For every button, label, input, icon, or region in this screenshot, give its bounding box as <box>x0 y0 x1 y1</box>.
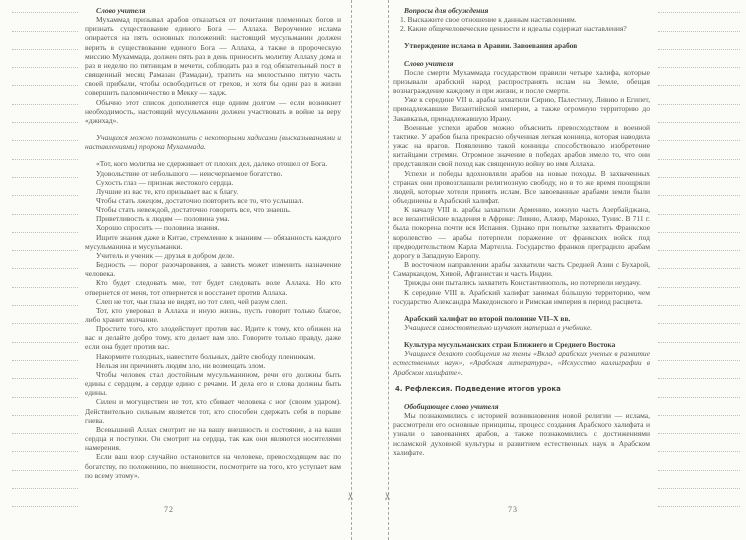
paragraph: Тот, кто уверовал в Аллаха и иную жизнь, пусть говорит только благое, либо хранит молчание. <box>85 305 341 324</box>
section-heading: 4. Рефлексия. Подведение итогов урока <box>395 384 561 393</box>
ruled-line <box>12 105 78 123</box>
paragraph: Чтобы стать невеждой, достаточно говорить все, что знаешь. <box>96 205 291 215</box>
paragraph: Мы познакомились с историей возникновения новой религии — ислама, рассмотрели его основные принципы, процесс создания Арабского халифата и узнали о завоеваниях арабов, а также познакомились с достижениями исламской духовной культуры и развитием естественных наук в Арабском халифате. <box>393 411 650 457</box>
notes-column-right <box>658 0 740 507</box>
paragraph: Уже к середине VII в. арабы захватили Сирию, Палестину, Ливию и Египет, принадлежавшие Византийской империи, а также огромную территорию до Закавказья, принадлежавшую Ирану. <box>393 95 650 123</box>
cut-line-left <box>351 0 352 540</box>
paragraph: Обычно этот список дополняется еще одним долгом — если возникнет необходимость, настоящий мусульманин должен участвовать в войне за веру «джихад». <box>85 97 341 125</box>
ruled-line <box>658 13 740 31</box>
ruled-line <box>12 452 78 470</box>
ruled-line <box>658 160 740 178</box>
list-item: 1. Выскажите свое отношение к данным наставлениям. <box>400 15 577 25</box>
ruled-line <box>12 251 78 269</box>
ruled-line <box>12 86 78 104</box>
page-number: 72 <box>164 505 174 514</box>
section-heading: Арабский халифат во второй половине VII–X вв. <box>404 313 571 323</box>
section-heading: Слово учителя <box>404 58 454 68</box>
paragraph: Военные успехи арабов можно объяснить превосходством в военной тактике. У арабов была прекрасно обученная легкая конница, которая наводила ужас на врагов. Появлению такой конницы способствовало изобретение китайцами стремян. Огромное значение в победах арабов имело то, что они представляли свой поход как священную войну во имя Аллаха. <box>393 122 650 169</box>
ruled-line <box>12 398 78 416</box>
ruled-line <box>658 141 740 159</box>
ruled-line <box>658 269 740 287</box>
ruled-line <box>12 471 78 489</box>
paragraph: Чтобы стать лжецом, достаточно повторить все то, что услышал. <box>96 195 304 205</box>
ruled-line <box>658 251 740 269</box>
ruled-line <box>12 13 78 31</box>
ruled-line <box>658 471 740 489</box>
ruled-line <box>658 343 740 361</box>
ruled-line <box>12 160 78 178</box>
book-page-left <box>85 6 341 536</box>
ruled-line <box>12 343 78 361</box>
scissors-icon: ✂ <box>345 491 358 501</box>
ruled-line <box>658 0 740 13</box>
cut-line-right <box>388 0 389 540</box>
page-number: 73 <box>508 505 518 514</box>
paragraph: Учитель и ученик — друзья в добром деле. <box>96 250 235 260</box>
ruled-line <box>658 489 740 507</box>
paragraph: Бедность — порог разочарования, а зависть может изменить назначение человека. <box>85 260 341 279</box>
ruled-line <box>658 306 740 324</box>
paragraph: Удовольствие от небольшого — неисчерпаемое богатство. <box>96 168 283 178</box>
ruled-line <box>12 288 78 306</box>
paragraph: Чтобы человек стал достойным мусульманином, речи его должны быть едины с сердцем, а сердце едино с речами. И дела его и слова должны быть едины. <box>85 369 341 398</box>
paragraph: Кто будет следовать мне, тот будет следовать воле Аллаха. Но кто отвернется от меня, тот отвернется и восстанет против Аллаха. <box>85 278 341 297</box>
ruled-line <box>658 398 740 416</box>
instruction-paragraph: Учащиеся самостоятельно изучают материал в учебнике. <box>404 323 593 332</box>
ruled-line <box>12 324 78 342</box>
ruled-line <box>12 68 78 86</box>
ruled-line <box>658 434 740 452</box>
ruled-line <box>12 0 78 13</box>
paragraph: Лучшие из вас те, кто призывает вас к благу. <box>96 186 239 196</box>
ruled-line <box>658 86 740 104</box>
ruled-line <box>12 361 78 379</box>
ruled-line <box>12 233 78 251</box>
ruled-line <box>12 196 78 214</box>
ruled-line <box>658 379 740 397</box>
ruled-line <box>12 32 78 50</box>
instruction-paragraph: Учащиеся делают сообщения на темы «Вклад арабских ученых в развитие естественных наук», «Арабская литература», «Искусство каллиграфии в Арабском халифате». <box>393 349 650 377</box>
paragraph: Приветливость к людям — половина ума. <box>96 214 230 224</box>
ruled-line <box>12 306 78 324</box>
paragraph: Всевышний Аллах смотрит не на вашу внешность и состояние, а на ваши сердца и поступки. Он смотрит на сердца, так как они являются носителями намерения. <box>85 424 341 453</box>
paragraph: Накормите голодных, навестите больных, дайте свободу пленникам. <box>96 351 316 361</box>
ruled-line <box>12 141 78 159</box>
paragraph: Мухаммад призывал арабов отказаться от почитания племенных богов и признать существование единого Бога — Аллаха. Вероучение ислама опирается на пять основных положений: настоящий мусульманин должен верить в существование единого Бога — Аллаха, а также в пророческую миссию Мухаммада, должен пять раз в день приносить молитву Аллаху дома и раз в неделю по пятницам в мечети, соблюдать раз в год обязательный пост в священный месяц Рамазан (Рамадан), тратить на милостыню пятую часть своей прибыли, чтобы освободиться от грехов, и хотя бы один раз в жизни совершить паломничество в Мекку — хадж. <box>85 15 341 98</box>
paragraph: Силен и могуществен не тот, кто сбивает человека с ног (своим ударом). Действительно сильным является тот, кто способен сдержать себя в порыве гнева. <box>85 397 341 425</box>
paragraph: Трижды они пытались захватить Константинополь, но потерпели неудачу. <box>404 278 641 288</box>
section-heading: Культура мусульманских стран Ближнего и Среднего Востока <box>404 340 616 350</box>
ruled-line <box>658 178 740 196</box>
ruled-line <box>12 215 78 233</box>
ruled-line <box>658 32 740 50</box>
ruled-line <box>658 105 740 123</box>
ruled-line <box>12 50 78 68</box>
paragraph: После смерти Мухаммада государством правили четыре халифа, которые призывали арабский народ распространять ислам на Земле, обещая вознаграждение каждому и при жизни, и после смерти. <box>393 67 650 96</box>
book-page-right <box>393 6 650 536</box>
ruled-line <box>658 215 740 233</box>
paragraph: Ищите знания даже в Китае, стремление к знаниям — обязанность каждого мусульманина и мусульманки. <box>85 232 341 251</box>
ruled-line <box>12 416 78 434</box>
ruled-line <box>12 489 78 507</box>
section-heading: Утверждение ислама в Аравии. Завоевания арабов <box>404 41 578 51</box>
ruled-line <box>658 361 740 379</box>
paragraph: Слеп не тот, чьи глаза не видят, но тот слеп, чей разум слеп. <box>96 296 288 306</box>
ruled-line <box>658 416 740 434</box>
ruled-line <box>658 196 740 214</box>
ruled-line <box>658 123 740 141</box>
paragraph: Простите того, кто злодействует против вас. Идите к тому, кто обижен на вас и делайте добро тому, кто делает вам зло. Говорите только правду, даже если она будет против вас. <box>85 324 341 352</box>
section-heading: Обобщающее слово учителя <box>404 401 499 411</box>
ruled-line <box>12 178 78 196</box>
paragraph: «Тот, кого молитва не сдерживает от плохих дел, далеко отошел от Бога. <box>96 159 328 169</box>
ruled-line <box>12 379 78 397</box>
ruled-line <box>12 269 78 287</box>
section-heading: Вопросы для обсуждения <box>404 6 489 15</box>
ruled-line <box>12 123 78 141</box>
paragraph: Нельзя ни причинять людям зло, ни возмещать злом. <box>96 360 266 370</box>
section-heading: Слово учителя <box>96 6 146 15</box>
paragraph: К середине VIII в. Арабский халифат занимал бо́льшую территорию, чем государство Александра Македонского и Римская империя в период расцвета. <box>393 287 650 306</box>
ruled-line <box>658 233 740 251</box>
ruled-line <box>12 434 78 452</box>
ruled-line <box>658 324 740 342</box>
paragraph: Успехи и победы вдохновляли арабов на новые походы. В захваченных странах они провозглашали религиозную свободу, но в то же время поощряли людей, которые хотели принять ислам. Все завоеванные арабами земли были объединены в Арабский халифат. <box>393 168 650 205</box>
paragraph: Сухость глаз — признак жестокого сердца. <box>96 177 234 187</box>
ruled-line <box>658 452 740 470</box>
instruction-paragraph: Учащихся можно познакомить с некоторыми хадисами (высказываниями и наставлениями) пророка Мухаммада. <box>85 133 341 152</box>
ruled-line <box>658 50 740 68</box>
scissors-icon: ✂ <box>382 491 395 501</box>
ruled-line <box>658 68 740 86</box>
list-item: 2. Какие общечеловеческие ценности и идеалы содержат наставления? <box>400 24 627 34</box>
paragraph: Если ваш взор случайно остановится на человеке, превосходящем вас по богатству, по положению, по внешности, посмотрите на того, кто уступает вам по всему этому». <box>85 452 341 480</box>
ruled-line <box>658 288 740 306</box>
paragraph: Хорошо спросить — половина знания. <box>96 223 220 233</box>
paragraph: К началу VIII в. арабы захватили Армению, южную часть Азербайджана, все византийские владения в Африке: Ливию, Алжир, Марокко, Тунис. В 711 г. была покорена почти вся Испания. Однако при попытке захватить Франкское королевство — арабы потерпели поражение от франкских войск под предводительством Карла Мартелла. Государство франков преградило арабам дорогу в Западную Европу. <box>393 205 650 260</box>
notes-column-left <box>12 0 78 507</box>
paragraph: В восточном направлении арабы захватили часть Средней Азии с Бухарой, Самаркандом, Хивой, Афганистан и часть Индии. <box>393 260 650 279</box>
